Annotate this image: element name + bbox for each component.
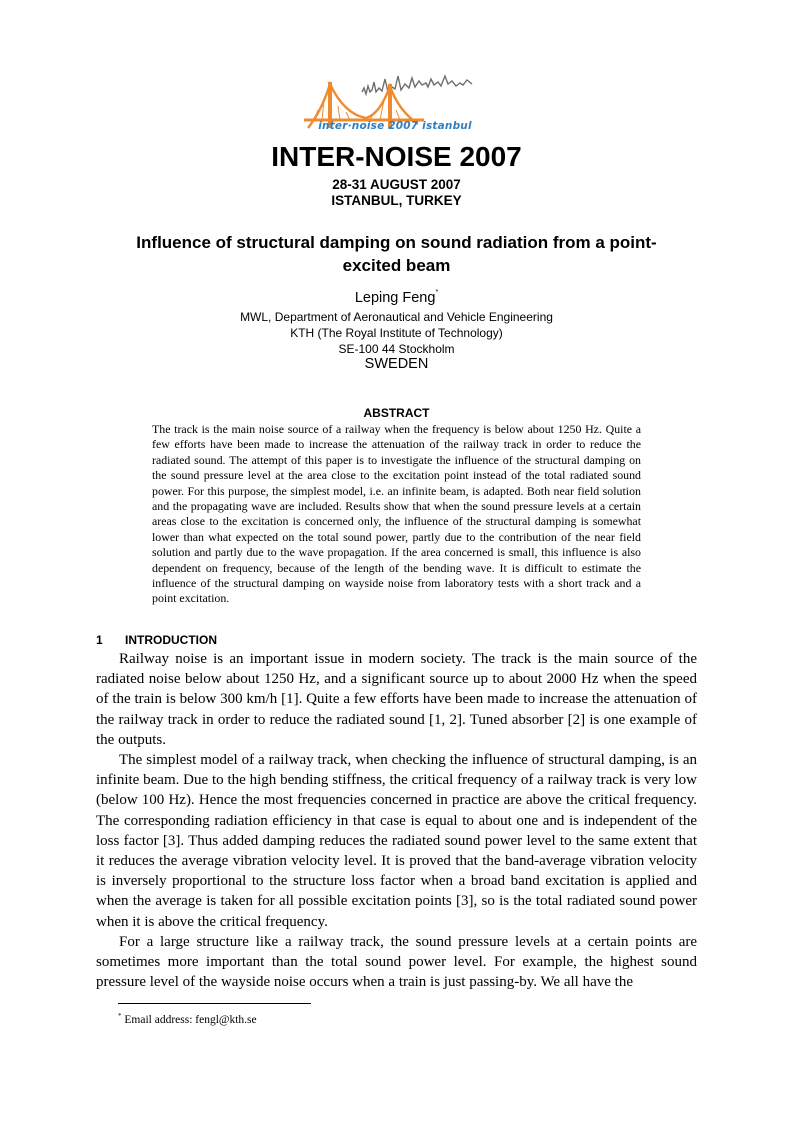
author-footnote-mark: * (435, 289, 439, 296)
body-paragraph-2: The simplest model of a railway track, when checking the influence of structural damping, is an infinite beam. Due to the high bending stiffness, the critical frequency of a railway track is very low (below 100 Hz). Hence the most frequencies concerned in practice are above the critical frequency. The corresponding radiation efficiency in that case is equal to about one and is independent of the loss factor [3]. Thus added damping reduces the radiated sound power level to the same extent that it reduces the average vibration velocity level. It is proved that the band-average vibration velocity is inversely proportional to the structure loss factor when a broad band excitation is applied and when the average is taken for all possible excitation points [3], so is the total radiated sound power when it is above the critical frequency. (96, 752, 697, 930)
abstract-text: The track is the main noise source of a railway when the frequency is below about 1250 Hz. Quite a few efforts have been made to increase the attenuation of the railway track in order to reduce the radiated sound. The attempt of this paper is to investigate the influence of the structural damping on the sound pressure level at the area close to the excitation point instead of the total radiated sound power. For this purpose, the simplest model, i.e. an infinite beam, is adapted. Both near field solution and the propagating wave are included. Results show that when the sound pressure levels at a certain areas close to the excitation is concerned only, the influence of the structural damping is somewhat lower than what expected on the total sound power, partly due to the contribution of the near field solution and partly due to the wave propagation. If the area concerned is small, this influence is also dependent on frequency, because of the length of the bending wave. It is difficult to estimate the influence of the structural damping on wayside noise from laboratory tests with a short track and a point excitation. (152, 422, 641, 606)
footnote (118, 1012, 257, 1026)
conference-place: ISTANBUL, TURKEY (331, 193, 462, 208)
author-name: Leping Feng (354, 290, 436, 306)
author-line (0, 289, 793, 306)
section-body (96, 649, 697, 992)
footnote-mark: * (118, 1012, 122, 1020)
body-paragraph-3: For a large structure like a railway track, the sound pressure levels at a certain points are sometimes more important than the total sound power level. For example, the highest sound pressure level of the wayside noise occurs when a train is just passing-by. We all have the (96, 933, 697, 991)
body-paragraph-1: Railway noise is an important issue in modern society. The track is the main source of the radiated noise below about 1250 Hz, and a significant source up to about 2000 Hz when the speed of the train is below 300 km/h [1]. Quite a few efforts have been made to increase the attenuation of the railway track in order to reduce the radiated sound [1, 2]. Tuned absorber [2] is one example of the outputs. (96, 651, 697, 748)
section-number: 1 (96, 633, 103, 647)
conference-title: INTER-NOISE 2007 (271, 141, 522, 172)
conference-date: 28-31 AUGUST 2007 (332, 177, 461, 192)
footnote-text: Email address: fengl@kth.se (124, 1014, 257, 1026)
footnote-rule (118, 1003, 311, 1004)
logo-skyline-line (362, 76, 472, 94)
section-heading (96, 633, 217, 647)
abstract-heading: ABSTRACT (363, 406, 430, 420)
logo-bridge-hangers (314, 100, 400, 120)
affiliation-country: SWEDEN (364, 356, 429, 372)
affiliation-line-1: MWL, Department of Aeronautical and Vehicle Engineering (240, 310, 553, 324)
paper-title: Influence of structural damping on sound radiation from a point-excited beam (136, 233, 657, 275)
affiliation-line-3: SE-100 44 Stockholm (338, 342, 455, 356)
section-title: INTRODUCTION (125, 633, 217, 647)
affiliation-line-2: KTH (The Royal Institute of Technology) (290, 326, 503, 340)
logo-wordmark: inter·noise 2007 istanbul (318, 120, 472, 132)
